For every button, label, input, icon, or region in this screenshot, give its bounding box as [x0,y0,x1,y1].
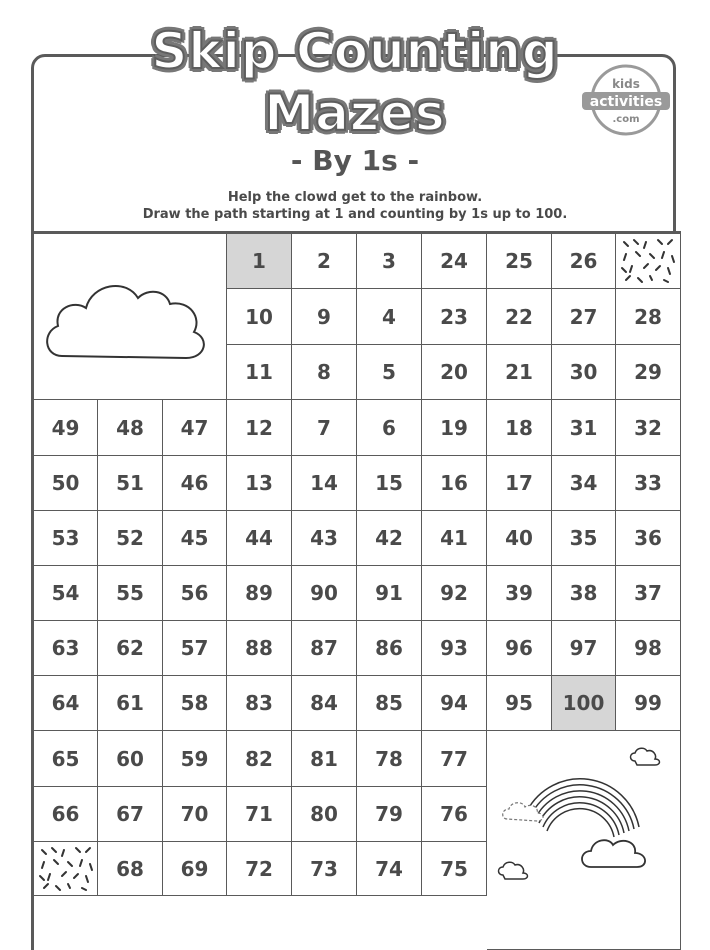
maze-cell-85: 85 [357,676,422,731]
rainbow-area [487,731,681,950]
maze-cell-7: 7 [292,400,357,456]
maze-cell-88: 88 [227,621,292,676]
maze-cell-33: 33 [616,456,681,511]
maze-cell-27: 27 [552,289,616,345]
maze-cell-58: 58 [163,676,227,731]
maze-cell-84: 84 [292,676,357,731]
logo-line-3: .com [612,114,640,125]
instruction-line-2: Draw the path starting at 1 and counting by 1s up to 100. [142,207,568,222]
maze-cell-50: 50 [34,456,98,511]
maze-cell-44: 44 [227,511,292,566]
maze-cell-61: 61 [98,676,163,731]
title-line-2: Mazes [264,84,446,142]
maze-cell-72: 72 [227,842,292,896]
maze-cell-79: 79 [357,787,422,842]
maze-cell-51: 51 [98,456,163,511]
maze-cell-54: 54 [34,566,98,621]
maze-cell-5: 5 [357,345,422,400]
maze-cell-63: 63 [34,621,98,676]
maze-cell-41: 41 [422,511,487,566]
maze-cell-36: 36 [616,511,681,566]
maze-cell-73: 73 [292,842,357,896]
kids-activities-logo [580,60,672,140]
maze-cell-3: 3 [357,234,422,289]
maze-cell-70: 70 [163,787,227,842]
maze-cell-25: 25 [487,234,552,289]
maze-cell-66: 66 [34,787,98,842]
maze-cell-62: 62 [98,621,163,676]
maze-cell-22: 22 [487,289,552,345]
maze-cell-77: 77 [422,731,487,787]
sprinkles-icon [36,844,96,894]
logo-line-2: activities [589,94,663,110]
sprinkles-icon [618,236,678,286]
maze-cell-48: 48 [98,400,163,456]
maze-cell-97: 97 [552,621,616,676]
maze-cell-82: 82 [227,731,292,787]
maze-cell-20: 20 [422,345,487,400]
maze-cell-96: 96 [487,621,552,676]
maze-cell-11: 11 [227,345,292,400]
maze-cell-39: 39 [487,566,552,621]
maze-cell-16: 16 [422,456,487,511]
maze-cell-4: 4 [357,289,422,345]
maze-cell-75: 75 [422,842,487,896]
maze-cell-99: 99 [616,676,681,731]
maze-cell-43: 43 [292,511,357,566]
maze-cell-18: 18 [487,400,552,456]
maze-cell-29: 29 [616,345,681,400]
maze-cell-32: 32 [616,400,681,456]
title-line-1: Skip Counting [151,22,559,80]
maze-cell-90: 90 [292,566,357,621]
maze-cell-71: 71 [227,787,292,842]
maze-cell-42: 42 [357,511,422,566]
maze-cell-34: 34 [552,456,616,511]
maze-cell-35: 35 [552,511,616,566]
maze-cell-45: 45 [163,511,227,566]
maze-cell-10: 10 [227,289,292,345]
maze-cell-67: 67 [98,787,163,842]
maze-cell-95: 95 [487,676,552,731]
maze-cell-38: 38 [552,566,616,621]
maze-cell-24: 24 [422,234,487,289]
maze-cell-69: 69 [163,842,227,896]
maze-cell-23: 23 [422,289,487,345]
cloud-area [34,234,227,400]
maze-cell-37: 37 [616,566,681,621]
maze-cell-47: 47 [163,400,227,456]
maze-cell-89: 89 [227,566,292,621]
maze-cell-93: 93 [422,621,487,676]
maze-cell-60: 60 [98,731,163,787]
maze-cell-31: 31 [552,400,616,456]
maze-cell-52: 52 [98,511,163,566]
maze-cell-59: 59 [163,731,227,787]
rainbow-icon [487,731,681,895]
sprinkle-pattern-cell [616,234,681,289]
maze-cell-13: 13 [227,456,292,511]
maze-cell-74: 74 [357,842,422,896]
cloud-icon [34,234,224,394]
maze-cell-98: 98 [616,621,681,676]
maze-cell-15: 15 [357,456,422,511]
maze-cell-30: 30 [552,345,616,400]
maze-cell-100: 100 [552,676,616,731]
maze-cell-78: 78 [357,731,422,787]
maze-cell-9: 9 [292,289,357,345]
maze-cell-19: 19 [422,400,487,456]
maze-cell-68: 68 [98,842,163,896]
instruction-line-1: Help the clowd get to the rainbow. [227,190,483,205]
maze-cell-94: 94 [422,676,487,731]
maze-cell-49: 49 [34,400,98,456]
subtitle: - By 1s - [290,144,420,177]
maze-cell-56: 56 [163,566,227,621]
maze-cell-87: 87 [292,621,357,676]
maze-cell-83: 83 [227,676,292,731]
maze-grid [31,231,681,950]
maze-cell-8: 8 [292,345,357,400]
maze-cell-91: 91 [357,566,422,621]
maze-cell-92: 92 [422,566,487,621]
maze-cell-21: 21 [487,345,552,400]
maze-cell-14: 14 [292,456,357,511]
maze-cell-76: 76 [422,787,487,842]
maze-cell-28: 28 [616,289,681,345]
maze-cell-1: 1 [227,234,292,289]
maze-cell-53: 53 [34,511,98,566]
maze-cell-40: 40 [487,511,552,566]
maze-cell-46: 46 [163,456,227,511]
maze-cell-64: 64 [34,676,98,731]
logo-line-1: kids [612,77,640,91]
maze-cell-6: 6 [357,400,422,456]
maze-cell-86: 86 [357,621,422,676]
maze-cell-65: 65 [34,731,98,787]
maze-cell-80: 80 [292,787,357,842]
maze-cell-26: 26 [552,234,616,289]
maze-cell-17: 17 [487,456,552,511]
maze-cell-2: 2 [292,234,357,289]
maze-cell-81: 81 [292,731,357,787]
maze-cell-55: 55 [98,566,163,621]
sprinkle-pattern-cell [34,842,98,896]
maze-cell-12: 12 [227,400,292,456]
maze-cell-57: 57 [163,621,227,676]
